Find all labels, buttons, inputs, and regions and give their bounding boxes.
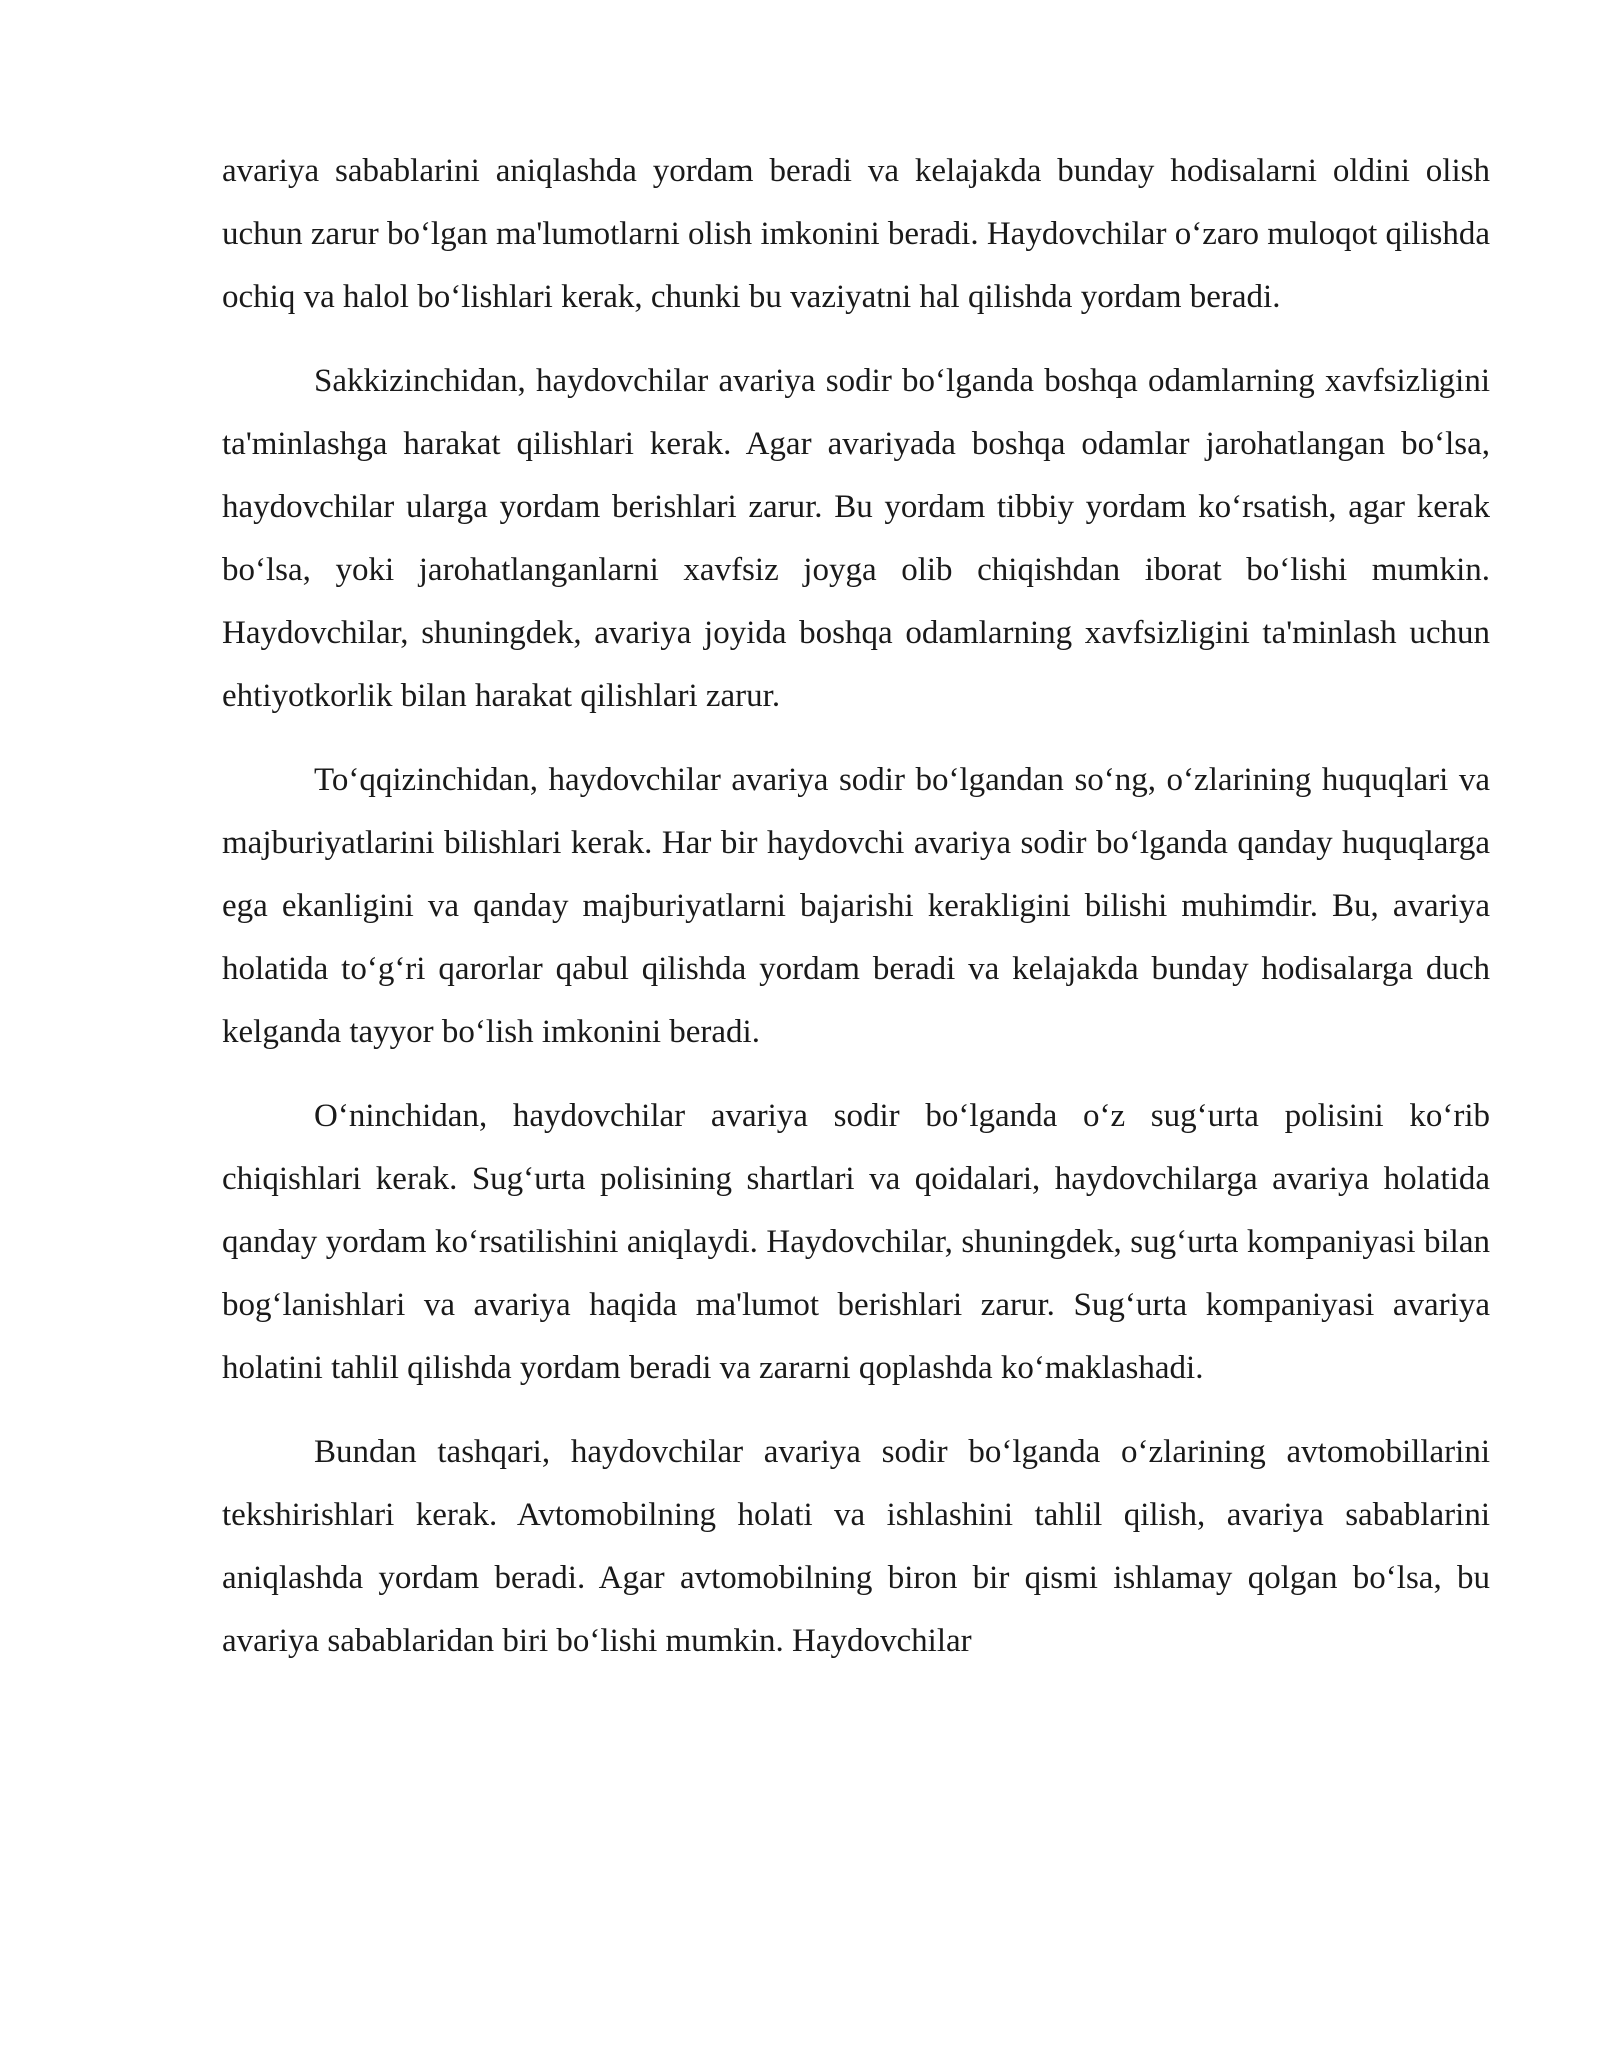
paragraph-continuation: avariya sabablarini aniqlashda yordam beradi va kelajakda bunday hodisalarni oldini olish uchun zarur bo‘lgan ma'lumotlarni olish imkonini beradi. Haydovchilar o‘zaro muloqot qilishda ochiq va halol bo‘lishlari kerak, chunki bu vaziyatni hal qilishda yordam beradi. [222,153,1490,315]
paragraph-eighth: Sakkizinchidan, haydovchilar avariya sodir bo‘lganda boshqa odamlarning xavfsizligini ta'minlashga harakat qilishlari kerak. Agar avariyada boshqa odamlar jarohatlangan bo‘lsa, haydovchilar ularga yordam berishlari zarur. Bu yordam tibbiy yordam ko‘rsatish, agar kerak bo‘lsa, yoki jarohatlanganlarni xavfsiz joyga olib chiqishdan iborat bo‘lishi mumkin. Haydovchilar, shuningdek, avariya joyida boshqa odamlarning xavfsizligini ta'minlash uchun ehtiyotkorlik bilan harakat qilishlari zarur. [222,363,1490,714]
paragraph-ninth: To‘qqizinchidan, haydovchilar avariya sodir bo‘lgandan so‘ng, o‘zlarining huquqlari va majburiyatlarini bilishlari kerak. Har bir haydovchi avariya sodir bo‘lganda qanday huquqlarga ega ekanligini va qanday majburiyatlarni bajarishi kerakligini bilishi muhimdir. Bu, avariya holatida to‘g‘ri qarorlar qabul qilishda yordam beradi va kelajakda bunday hodisalarga duch kelganda tayyor bo‘lish imkonini beradi. [222,762,1490,1050]
paragraph-tenth: O‘ninchidan, haydovchilar avariya sodir bo‘lganda o‘z sug‘urta polisini ko‘rib chiqishlari kerak. Sug‘urta polisining shartlari va qoidalari, haydovchilarga avariya holatida qanday yordam ko‘rsatilishini aniqlaydi. Haydovchilar, shuningdek, sug‘urta kompaniyasi bilan bog‘lanishlari va avariya haqida ma'lumot berishlari zarur. Sug‘urta kompaniyasi avariya holatini tahlil qilishda yordam beradi va zararni qoplashda ko‘maklashadi. [222,1098,1490,1386]
document-page [222,140,1490,1694]
paragraph-additionally: Bundan tashqari, haydovchilar avariya sodir bo‘lganda o‘zlarining avtomobillarini tekshirishlari kerak. Avtomobilning holati va ishlashini tahlil qilish, avariya sabablarini aniqlashda yordam beradi. Agar avtomobilning biron bir qismi ishlamay qolgan bo‘lsa, bu avariya sabablaridan biri bo‘lishi mumkin. Haydovchilar [222,1434,1490,1659]
